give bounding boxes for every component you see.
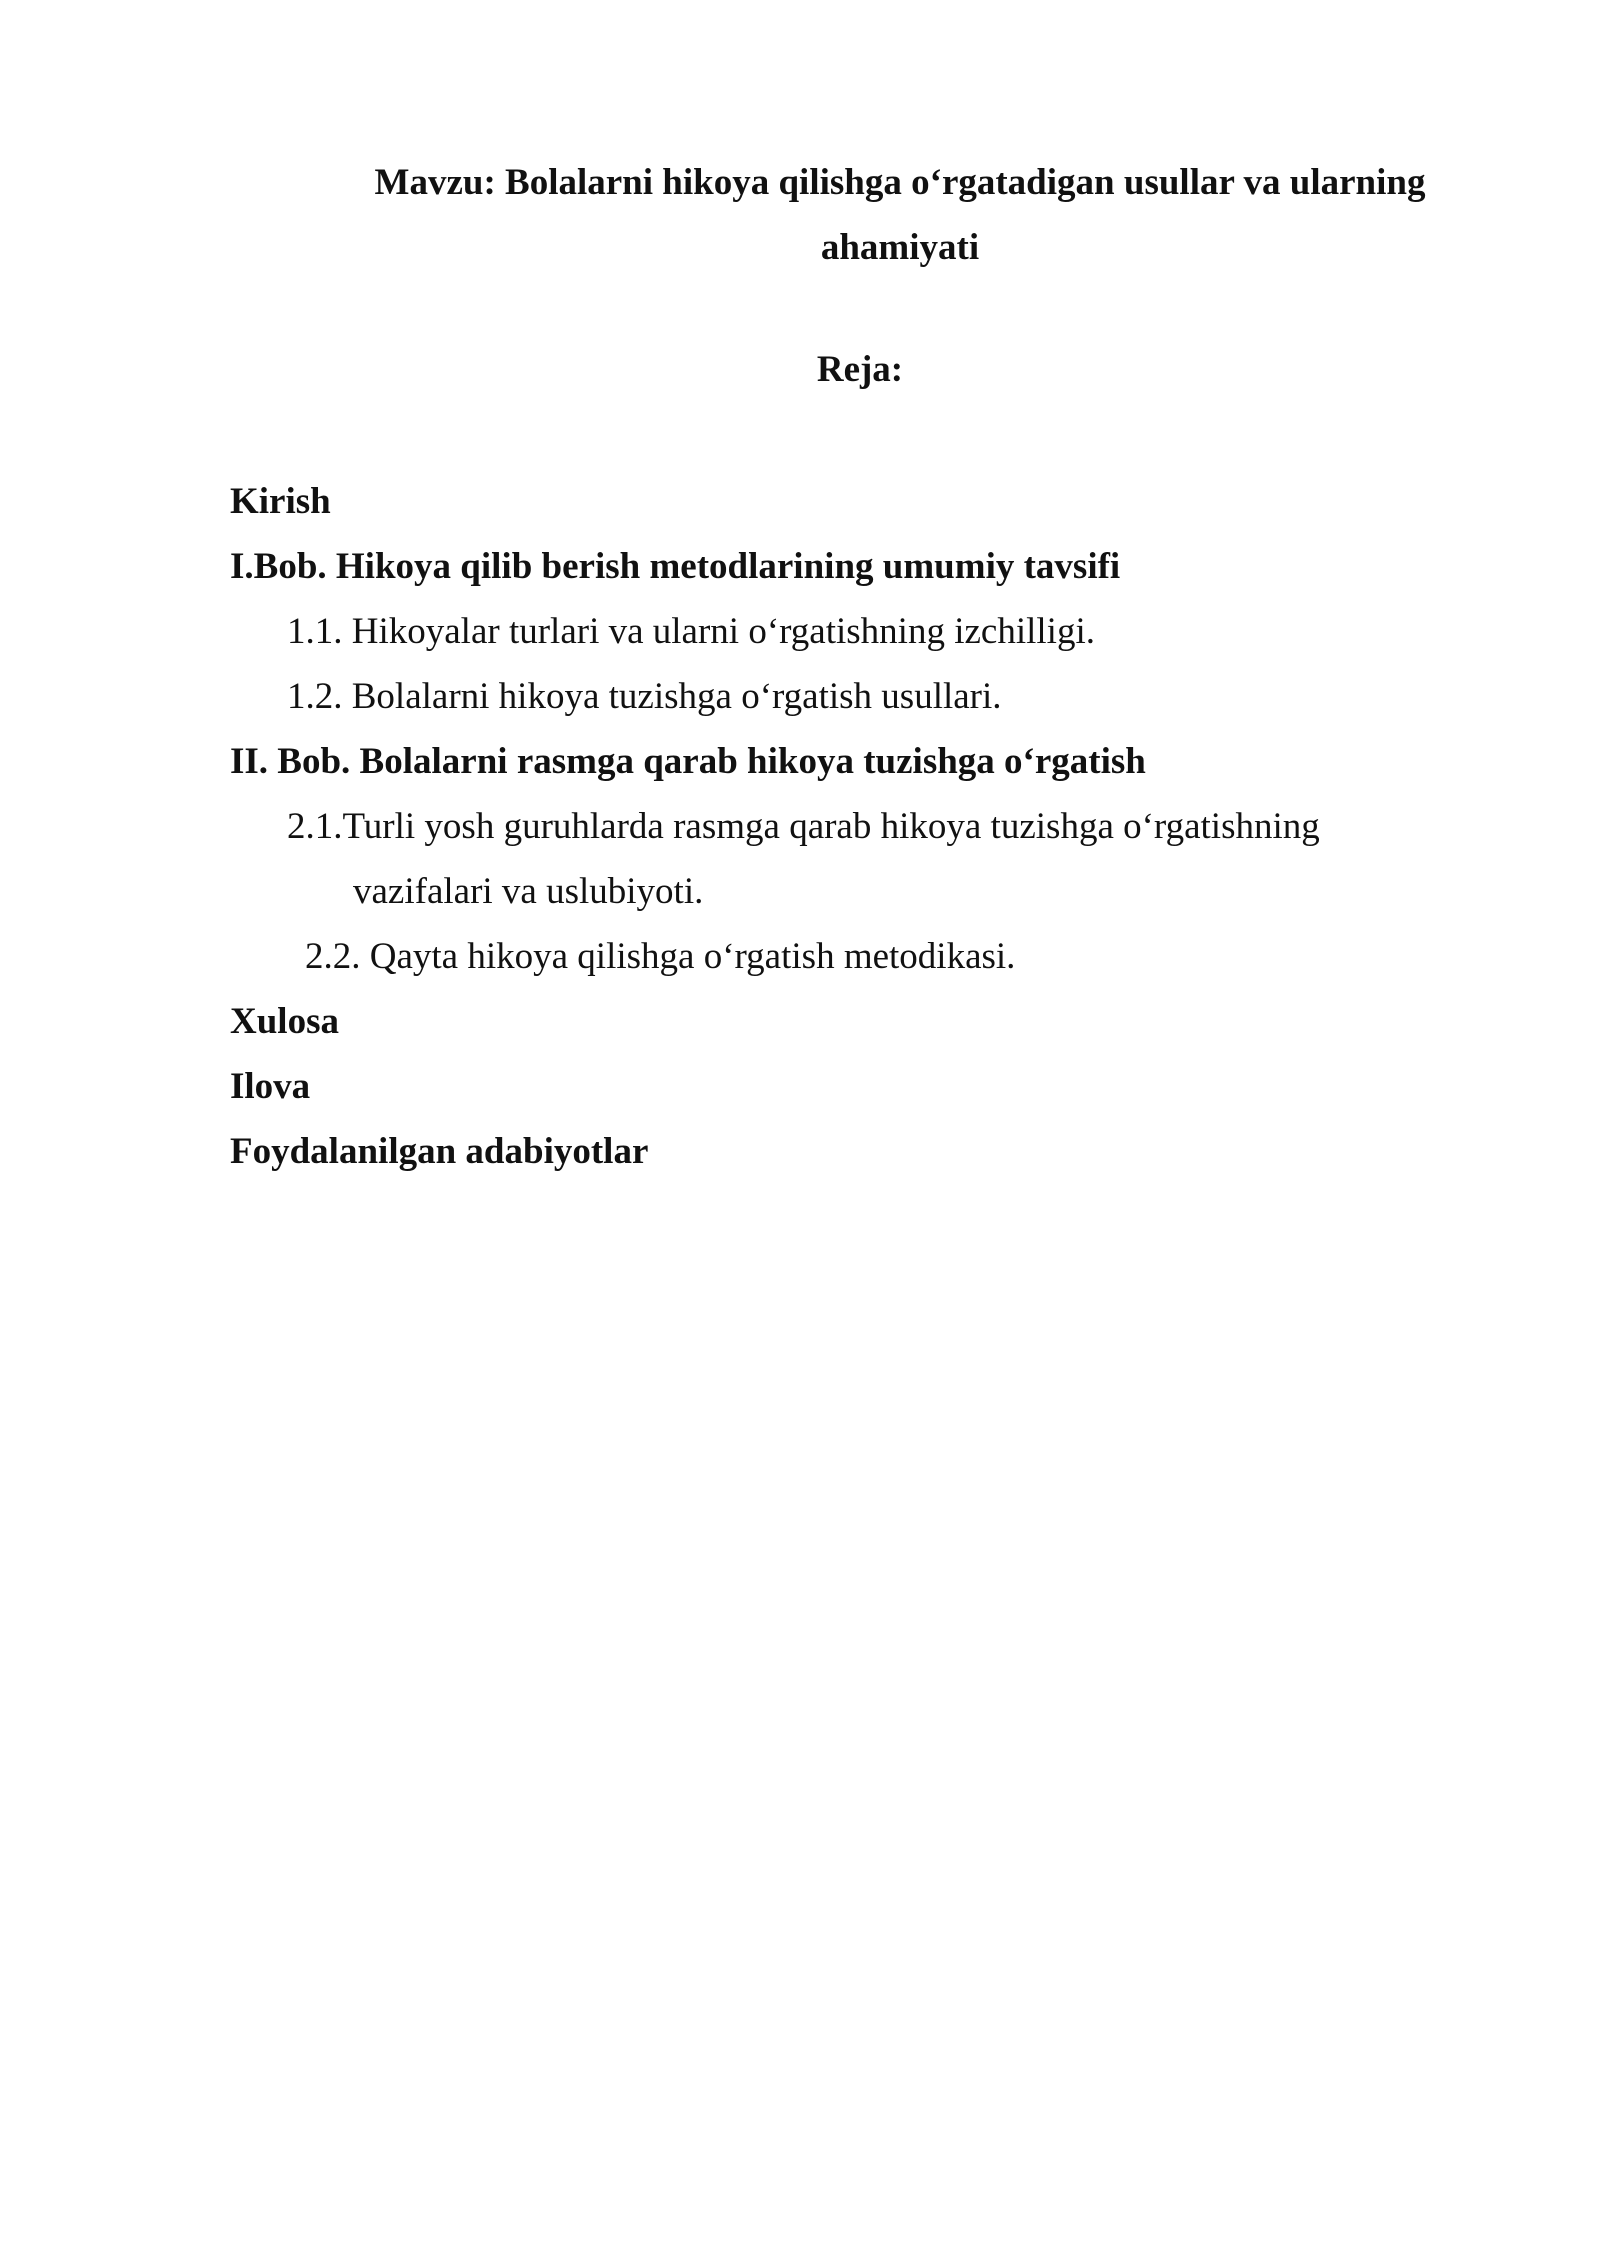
plan-heading: Reja: [816,349,904,390]
toc-chapter-2: II. Bob. Bolalarni rasmga qarab hikoya tuzishga o‘rgatish [230,741,1146,782]
toc-appendix: Ilova [230,1066,311,1107]
toc-references: Foydalanilgan adabiyotlar [230,1131,649,1172]
toc-section-2-2: 2.2. Qayta hikoya qilishga o‘rgatish metodikasi. [305,936,1016,977]
toc-conclusion: Xulosa [230,1001,339,1042]
toc-intro: Kirish [230,481,331,522]
document-title: Mavzu: Bolalarni hikoya qilishga o‘rgatadigan usullar va ularning ahamiyati [374,162,1426,268]
toc-section-2-1-line-1: 2.1.Turli yosh guruhlarda rasmga qarab hikoya tuzishga o‘rgatishning [287,806,1320,847]
toc-section-2-1-line-2: vazifalari va uslubiyoti. [353,871,704,912]
toc-section-1-2: 1.2. Bolalarni hikoya tuzishga o‘rgatish usullari. [287,676,1002,717]
toc-section-1-1: 1.1. Hikoyalar turlari va ularni o‘rgatishning izchilligi. [287,611,1095,652]
toc-chapter-1: I.Bob. Hikoya qilib berish metodlarining umumiy tavsifi [230,546,1121,587]
